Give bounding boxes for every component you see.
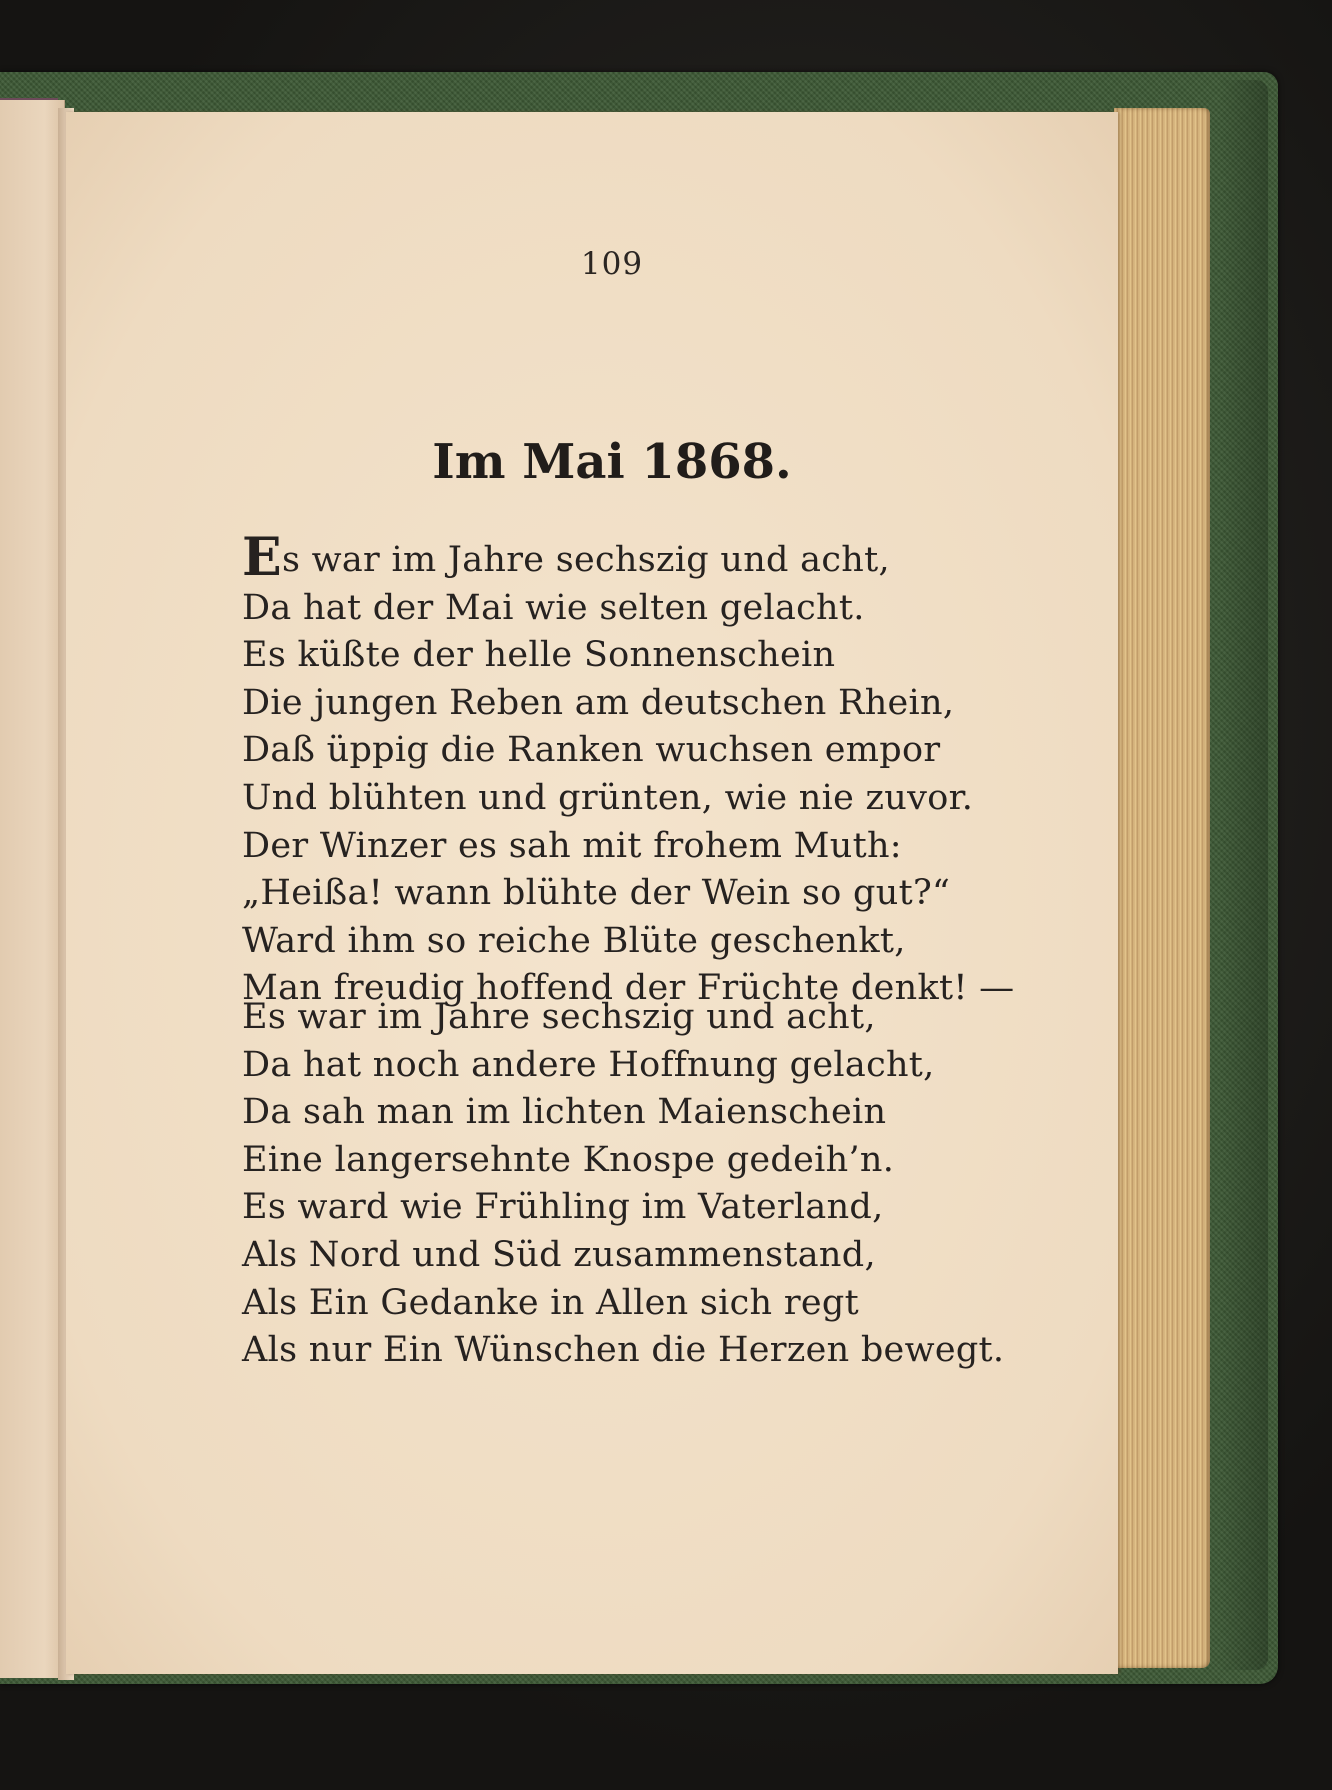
poem-line: „Heißa! wann blühte der Wein so gut?“ (242, 873, 951, 914)
cover-edge-wear (1218, 80, 1268, 1670)
poem-line: Als Ein Gedanke in Allen sich regt (242, 1282, 859, 1323)
poem-line: Es ward wie Frühling im Vaterland, (242, 1187, 884, 1228)
poem-line: Ward ihm so reiche Blüte geschenkt, (242, 920, 906, 961)
poem-line: Die jungen Reben am deutschen Rhein, (242, 682, 955, 723)
facing-page (0, 100, 65, 1678)
poem-line: Eine langersehnte Knospe gedeih’n. (242, 1139, 895, 1180)
drop-cap: E (242, 527, 282, 588)
stanza-1 (242, 527, 1062, 1013)
poem-line: Und blühten und grünten, wie nie zuvor. (242, 777, 974, 818)
poem-line: Es küßte der helle Sonnenschein (242, 635, 836, 676)
page-number: 109 (580, 246, 644, 282)
poem-line: Da sah man im lichten Maienschein (242, 1092, 887, 1133)
poem-line: Da hat der Mai wie selten gelacht. (242, 587, 865, 628)
poem-line: Es war im Jahre sechszig und acht, (242, 997, 876, 1037)
poem-title: Im Mai 1868. (432, 434, 792, 490)
page-edges (1114, 108, 1210, 1668)
poem-line: Als Nord und Süd zusammenstand, (242, 1234, 876, 1275)
poem-line: Es war im Jahre sechszig und acht, (242, 527, 890, 588)
poem-line: Der Winzer es sah mit frohem Muth: (242, 825, 902, 866)
poem-line: Da hat noch andere Hoffnung gelacht, (242, 1044, 935, 1085)
poem-line: Als nur Ein Wünschen die Herzen bewegt. (242, 1330, 1005, 1371)
poem-line: Man freudig hoffend der Früchte denkt! — (242, 968, 1015, 1009)
stanza-2 (242, 994, 1062, 1375)
book-page (66, 112, 1118, 1674)
poem-line: Daß üppig die Ranken wuchsen empor (242, 730, 941, 771)
